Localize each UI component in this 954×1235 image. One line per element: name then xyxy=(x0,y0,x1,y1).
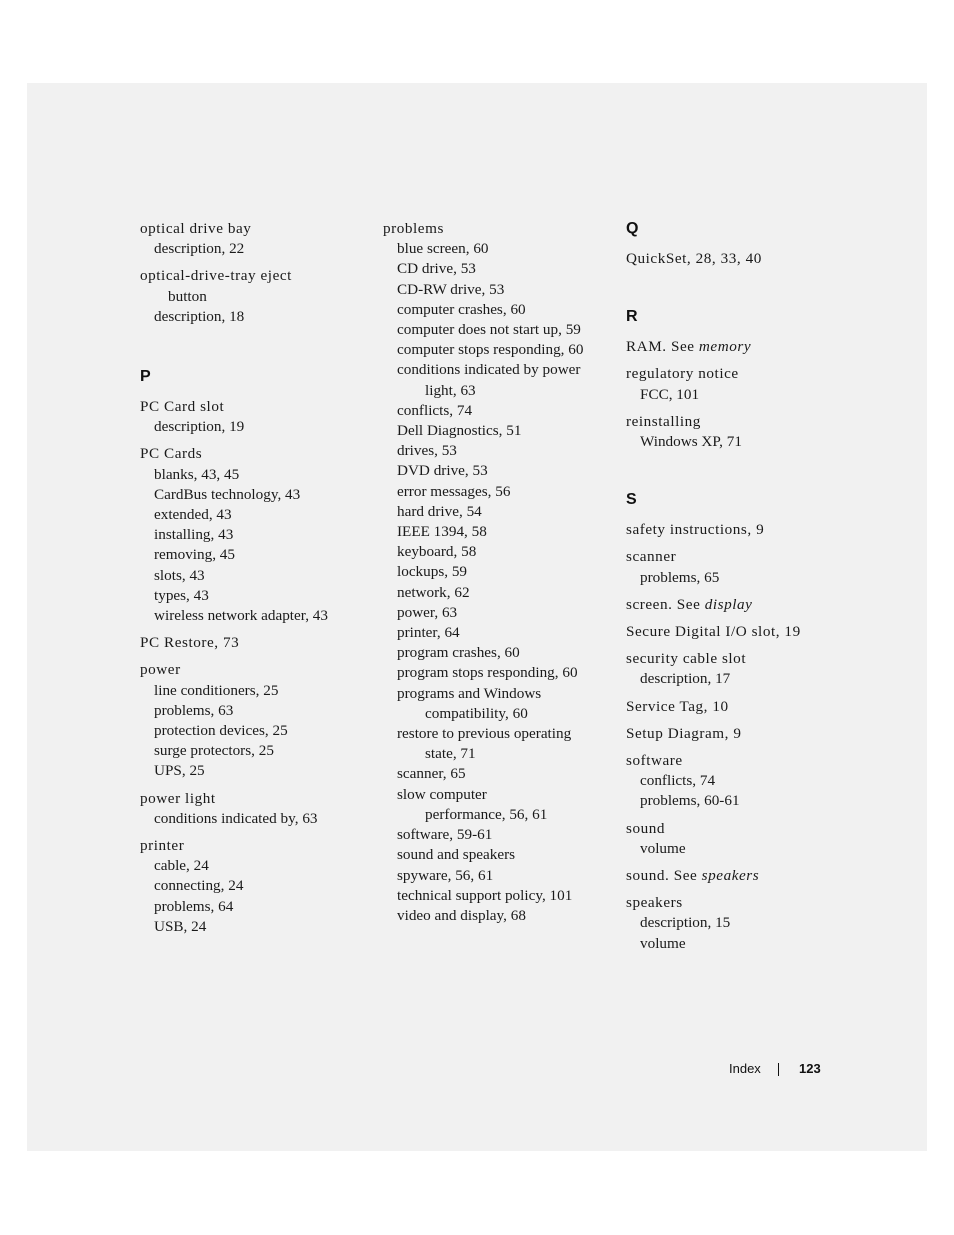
entry-subterm: power, 63 xyxy=(397,603,458,621)
entry-term: QuickSet, 28, 33, 40 xyxy=(626,250,762,267)
entry-subterm: description, 18 xyxy=(154,307,245,325)
entry-subterm: description, 19 xyxy=(154,418,245,436)
entry-subterm: surge protectors, 25 xyxy=(154,742,274,760)
entry-subterm: connecting, 24 xyxy=(154,877,244,895)
entry-term: regulatory notice xyxy=(626,365,739,383)
entry-term: software xyxy=(626,752,683,770)
footer-section-title: Index xyxy=(729,1061,761,1076)
entry-term: security cable slot xyxy=(626,650,747,668)
index-entry xyxy=(626,697,886,717)
page-footer xyxy=(720,1061,830,1081)
entry-subterm: error messages, 56 xyxy=(397,482,511,500)
index-entry xyxy=(626,364,886,404)
section-letter-r: R xyxy=(626,308,638,326)
entry-subterm: wireless network adapter, 43 xyxy=(154,607,328,625)
entry-subterm: types, 43 xyxy=(154,586,209,604)
entry-term: optical drive bay xyxy=(140,220,252,237)
entry-subterm-continued: light, 63 xyxy=(425,381,476,399)
entry-subterm: software, 59-61 xyxy=(397,826,493,844)
index-entry xyxy=(140,660,370,781)
entry-subterm: spyware, 56, 61 xyxy=(397,866,494,884)
index-column-3 xyxy=(626,219,886,961)
entry-subterm: problems, 65 xyxy=(640,568,720,586)
section-letter-q: Q xyxy=(626,220,639,237)
entry-subterm: video and display, 68 xyxy=(397,906,526,924)
entry-subterm: blue screen, 60 xyxy=(397,240,489,258)
entry-term: PC Restore, 73 xyxy=(140,634,240,652)
entry-subterm: FCC, 101 xyxy=(640,385,700,403)
entry-term: PC Cards xyxy=(140,445,203,463)
entry-subterm: network, 62 xyxy=(397,583,470,601)
index-entry xyxy=(626,595,886,615)
entry-subterm: Windows XP, 71 xyxy=(640,433,742,451)
entry-subterm: program stops responding, 60 xyxy=(397,664,578,682)
index-entry xyxy=(626,724,886,744)
entry-term: Setup Diagram, 9 xyxy=(626,724,742,742)
entry-subterm: scanner, 65 xyxy=(397,765,466,783)
entry-subterm: description, 15 xyxy=(640,914,731,932)
entry-term-continued: button xyxy=(168,287,207,305)
index-entry xyxy=(140,397,370,437)
entry-subterm: description, 17 xyxy=(640,670,731,688)
entry-subterm: conditions indicated by, 63 xyxy=(154,809,318,827)
entry-subterm: volume xyxy=(640,934,686,952)
entry-subterm: restore to previous operating xyxy=(397,725,572,743)
entry-subterm: conflicts, 74 xyxy=(397,401,473,419)
entry-term: printer xyxy=(140,837,185,855)
entry-subterm: installing, 43 xyxy=(154,526,234,544)
entry-subterm: computer crashes, 60 xyxy=(397,300,526,318)
entry-subterm: computer does not start up, 59 xyxy=(397,321,581,339)
entry-term: safety instructions, 9 xyxy=(626,521,765,539)
entry-subterm: computer stops responding, 60 xyxy=(397,341,584,359)
index-entry xyxy=(140,266,370,327)
entry-subterm: sound and speakers xyxy=(397,846,516,864)
entry-subterm: DVD drive, 53 xyxy=(397,462,488,480)
entry-subterm: slots, 43 xyxy=(154,566,205,584)
entry-subterm: USB, 24 xyxy=(154,917,207,935)
entry-subterm: UPS, 25 xyxy=(154,762,205,780)
footer-divider xyxy=(778,1063,779,1076)
section-letter-p: P xyxy=(140,368,151,386)
index-entry xyxy=(140,444,370,626)
index-entry xyxy=(626,337,886,357)
page-number: 123 xyxy=(799,1061,821,1076)
entry-subterm: CD drive, 53 xyxy=(397,260,476,278)
section-letter-s: S xyxy=(626,491,637,509)
see-reference: speakers xyxy=(701,867,760,885)
entry-term: power light xyxy=(140,789,216,807)
entry-subterm: IEEE 1394, 58 xyxy=(397,523,487,541)
entry-term: problems xyxy=(383,220,444,237)
entry-subterm: hard drive, 54 xyxy=(397,502,482,520)
index-entry xyxy=(626,412,886,452)
entry-subterm: CardBus technology, 43 xyxy=(154,485,301,503)
index-entry xyxy=(383,219,613,926)
entry-subterm: extended, 43 xyxy=(154,506,232,524)
index-entry xyxy=(626,649,886,689)
index-entry xyxy=(626,751,886,812)
entry-term: PC Card slot xyxy=(140,398,225,416)
entry-term-text: RAM. See xyxy=(626,338,695,356)
entry-term xyxy=(626,337,886,357)
index-entry xyxy=(140,633,370,653)
entry-subterm: blanks, 43, 45 xyxy=(154,465,240,483)
entry-subterm: lockups, 59 xyxy=(397,563,468,581)
entry-term: Service Tag, 10 xyxy=(626,697,729,715)
entry-term-text: sound. See xyxy=(626,867,698,885)
entry-subterm-continued: compatibility, 60 xyxy=(425,704,528,722)
index-entry xyxy=(626,249,886,269)
entry-subterm: problems, 60-61 xyxy=(640,792,740,810)
entry-term xyxy=(626,866,886,886)
entry-subterm: line conditioners, 25 xyxy=(154,681,279,699)
index-entry xyxy=(626,819,886,859)
entry-term: Secure Digital I/O slot, 19 xyxy=(626,623,801,641)
index-entry xyxy=(626,866,886,886)
entry-subterm: keyboard, 58 xyxy=(397,543,477,561)
index-column-1 xyxy=(140,219,370,944)
entry-subterm-continued: performance, 56, 61 xyxy=(425,805,548,823)
entry-subterm: slow computer xyxy=(397,785,487,803)
entry-subterm: printer, 64 xyxy=(397,624,460,642)
entry-subterm: technical support policy, 101 xyxy=(397,886,573,904)
index-entry xyxy=(626,520,886,540)
entry-subterm: volume xyxy=(640,839,686,857)
entry-subterm: CD-RW drive, 53 xyxy=(397,280,505,298)
see-reference: memory xyxy=(698,338,752,356)
index-entry xyxy=(626,547,886,587)
entry-subterm: program crashes, 60 xyxy=(397,644,520,662)
entry-subterm: problems, 63 xyxy=(154,701,234,719)
entry-subterm: Dell Diagnostics, 51 xyxy=(397,422,522,440)
index-entry xyxy=(140,836,370,937)
entry-subterm: drives, 53 xyxy=(397,442,457,460)
entry-subterm: description, 22 xyxy=(154,240,245,258)
entry-subterm: conditions indicated by power xyxy=(397,361,581,379)
entry-term: sound xyxy=(626,819,666,837)
entry-subterm: programs and Windows xyxy=(397,684,542,702)
entry-term: speakers xyxy=(626,894,683,912)
index-entry xyxy=(140,789,370,829)
entry-term: reinstalling xyxy=(626,412,701,430)
entry-subterm-continued: state, 71 xyxy=(425,745,476,763)
entry-term xyxy=(626,595,886,615)
index-entry xyxy=(140,219,370,259)
entry-term: scanner xyxy=(626,548,677,566)
see-reference: display xyxy=(704,595,753,613)
index-entry xyxy=(626,622,886,642)
entry-term: power xyxy=(140,661,181,679)
entry-subterm: cable, 24 xyxy=(154,857,209,875)
entry-subterm: problems, 64 xyxy=(154,897,234,915)
index-entry xyxy=(626,893,886,954)
entry-subterm: protection devices, 25 xyxy=(154,722,288,740)
index-column-2 xyxy=(383,219,613,933)
entry-subterm: removing, 45 xyxy=(154,546,235,564)
entry-term-text: screen. See xyxy=(626,595,701,613)
entry-subterm: conflicts, 74 xyxy=(640,772,716,790)
entry-term: optical-drive-tray eject xyxy=(140,267,292,285)
